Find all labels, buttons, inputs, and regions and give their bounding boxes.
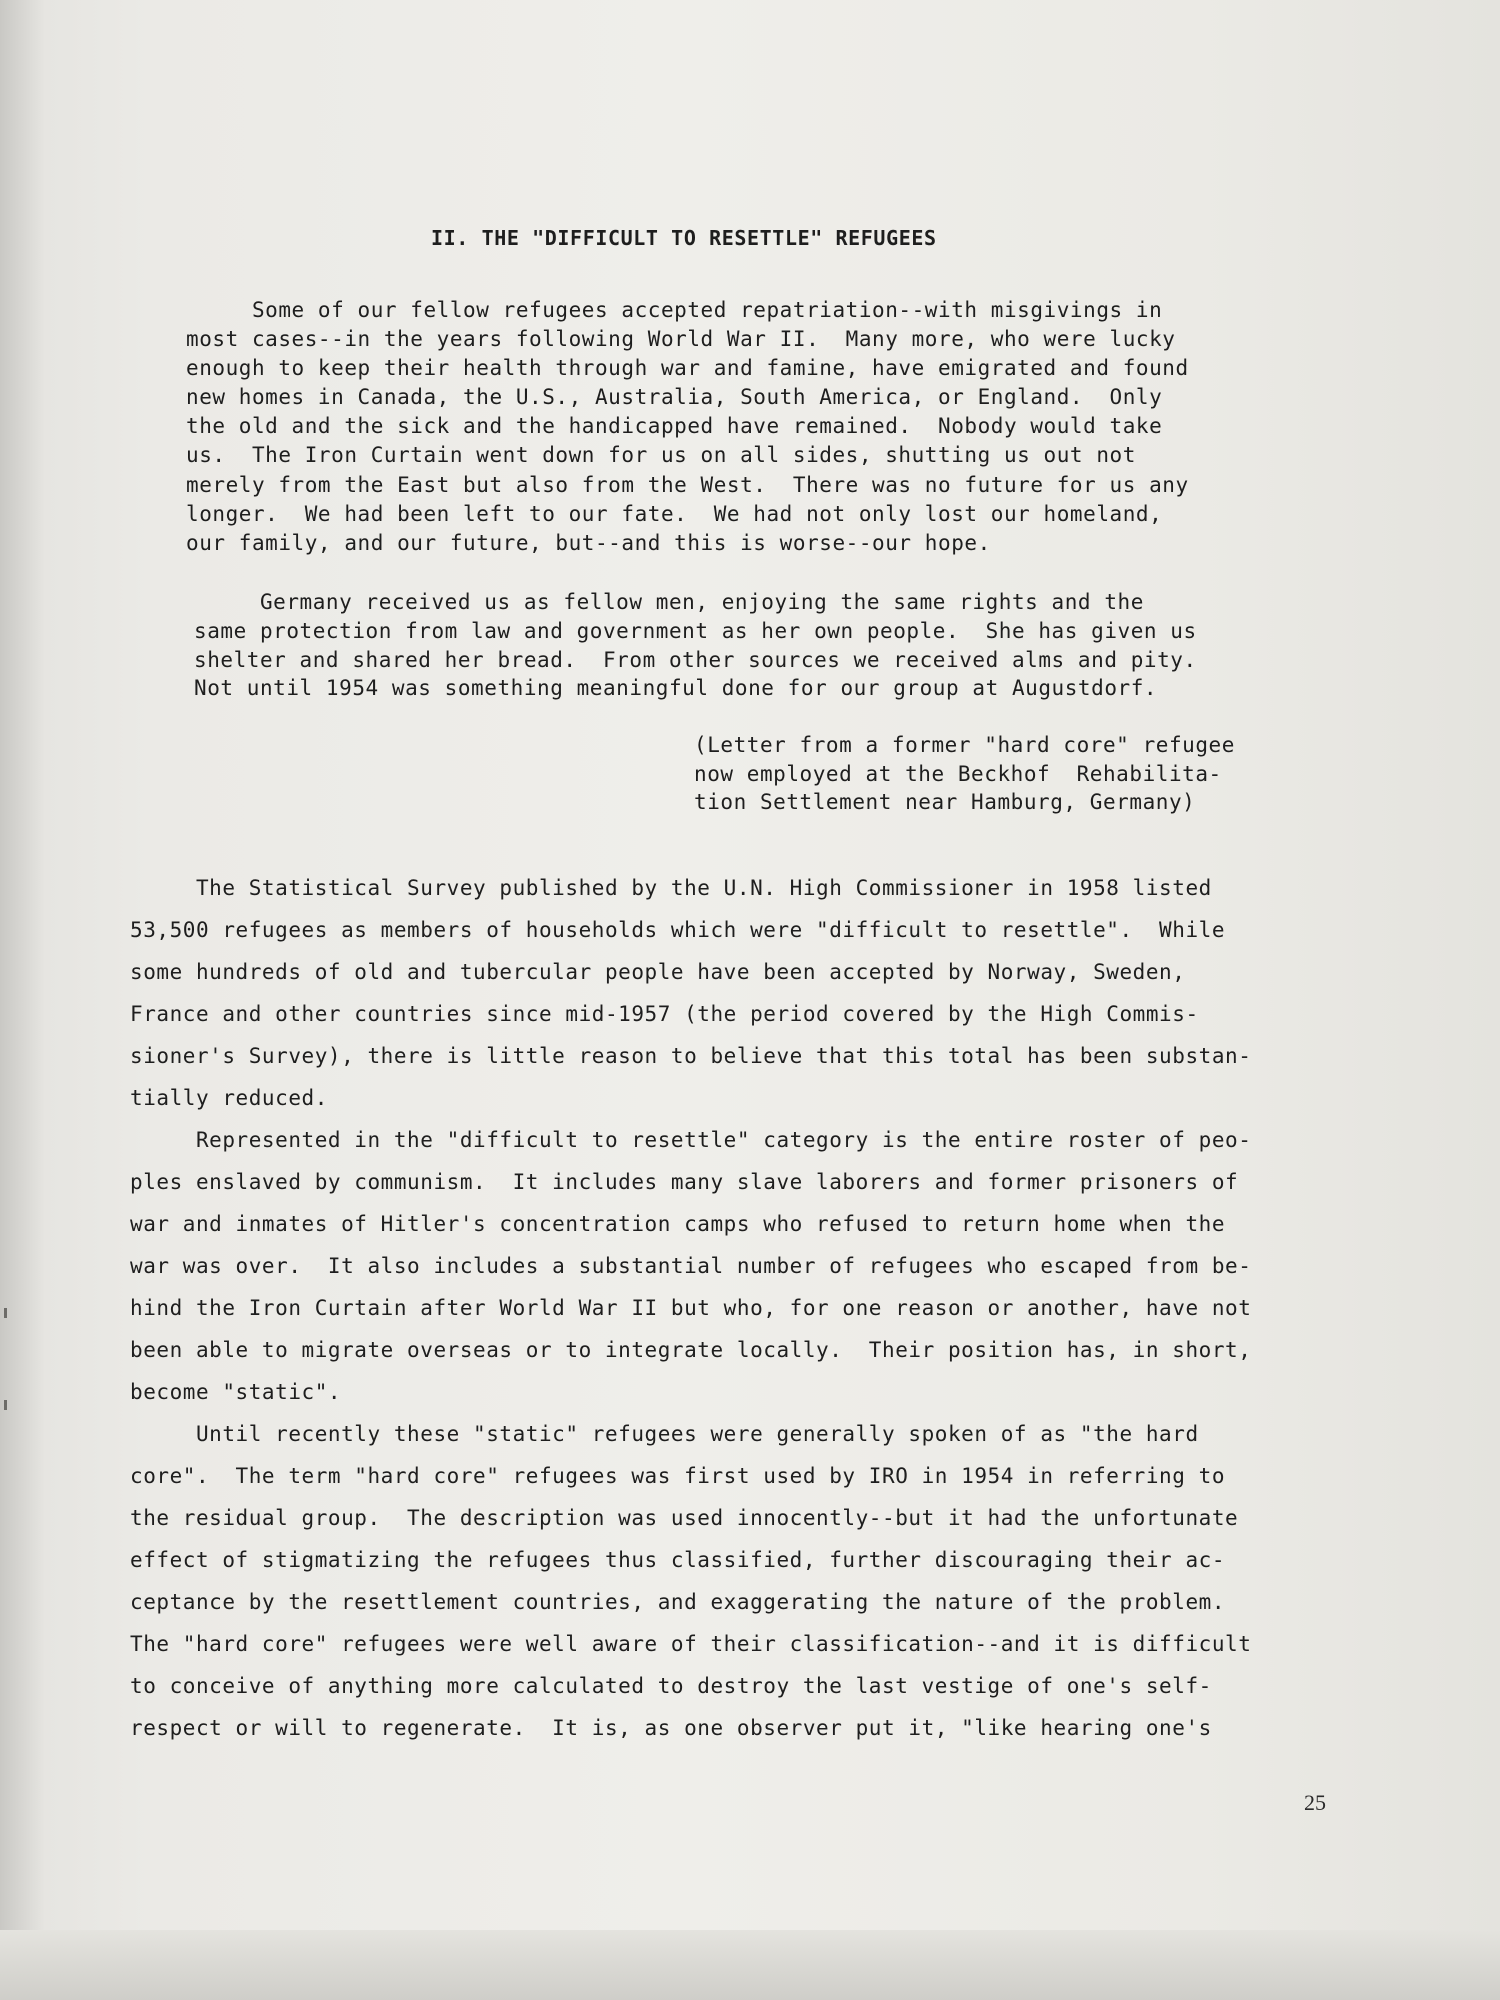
quote-paragraph-1: Some of our fellow refugees accepted repatriation--with misgivings in most cases--in the years following World War II. Many more, who were lucky enough to keep their health through war and famine, have emigrated and found new homes in Canada, the U.S., Australia, South America, or England. Only the old and the sick and the handicapped have remained. Nobody would take us. The Iron Curtain went down for us on all sides, shutting us out not merely from the East but also from the West. There was no future for us any longer. We had been left to our fate. We had not only lost our homeland, our family, and our future, but--and this is worse--our hope. xyxy=(186,298,1189,555)
section-heading: II. THE "DIFFICULT TO RESETTLE" REFUGEES xyxy=(431,226,937,250)
body-paragraph-2: Represented in the "difficult to resettle" category is the entire roster of peo- ples enslaved by communism. It includes many slave laborers and former prisoners of war and inmates of Hitler's concentration camps who refused to return home when the war was over. It also includes a substantial number of refugees who escaped from be- hind the Iron Curtain after World War II but who, for one reason or another, have not been able to migrate overseas or to integrate locally. Their position has, in short, become "static". xyxy=(130,1128,1252,1404)
binding-mark xyxy=(4,1308,7,1318)
page-number: 25 xyxy=(1304,1790,1326,1815)
body-paragraph-3: Until recently these "static" refugees were generally spoken of as "the hard core". The term "hard core" refugees was first used by IRO in 1954 in referring to the residual group. The description was used innocently--but it had the unfortunate effect of stigmatizing the refugees thus classified, further discouraging their ac- ceptance by the resettlement countries, and exaggerating the nature of the problem. The "hard core" refugees were well aware of their classification--and it is difficult to conceive of anything more calculated to destroy the last vestige of one's self- respect or will to regenerate. It is, as one observer put it, "like hearing one's xyxy=(130,1422,1252,1740)
quote-attribution: (Letter from a former "hard core" refugee now employed at the Beckhof Rehabilita- tion Settlement near Hamburg, Germany) xyxy=(694,733,1235,814)
page-bottom-edge xyxy=(0,1930,1500,2000)
quote-paragraph-2: Germany received us as fellow men, enjoying the same rights and the same protection from law and government as her own people. She has given us shelter and shared her bread. From other sources we received alms and pity. Not until 1954 was something meaningful done for our group at Augustdorf. xyxy=(194,590,1197,701)
binding-mark xyxy=(4,1400,7,1410)
body-paragraph-1: The Statistical Survey published by the U.N. High Commissioner in 1958 listed 53,500 refugees as members of households which were "difficult to resettle". While some hundreds of old and tubercular people have been accepted by Norway, Sweden, France and other countries since mid-1957 (the period covered by the High Commis- sioner's Survey), there is little reason to believe that this total has been substan- tially reduced. xyxy=(130,876,1252,1110)
